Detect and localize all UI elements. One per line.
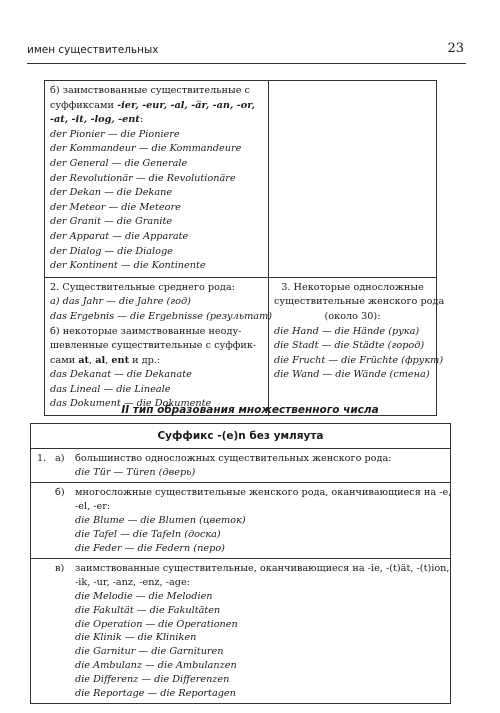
intro-line: -at, -it, -log, -ent: bbox=[50, 114, 144, 126]
example-line: die Feder — die Federn (перо) bbox=[75, 542, 225, 554]
example-line: die Ambulanz — die Ambulanzen bbox=[75, 659, 237, 671]
plural-types-table bbox=[44, 80, 445, 416]
rule-line: заимствованные существительные, оканчивающиеся на -ie, -(t)ät, -(t)ion, bbox=[75, 563, 450, 575]
example-line: das Dekanat — die Dekanate bbox=[50, 369, 192, 381]
example-line: der Revolutionär — die Revolutionäre bbox=[50, 172, 236, 184]
section-title: II тип образования множественного числа bbox=[121, 404, 379, 416]
suffix-en-table bbox=[30, 423, 451, 704]
example-line: die Tafel — die Tafeln (доска) bbox=[75, 528, 221, 540]
empty-cell bbox=[269, 81, 437, 278]
example-line: die Hand — die Hände (рука) bbox=[274, 325, 420, 337]
rule-line: -ik, -ur, -anz, -enz, -age: bbox=[75, 577, 190, 589]
header-rule bbox=[27, 63, 466, 64]
intro-line: б) заимствованные существительные с bbox=[50, 85, 250, 96]
example-line: der Apparat — die Apparate bbox=[50, 230, 189, 242]
example-line: die Fakultät — die Fakultäten bbox=[75, 604, 221, 616]
intro-line: суффиксами -ier, -eur, -al, -är, -an, -or, bbox=[50, 99, 255, 111]
loanword-suffixes-cell bbox=[45, 81, 269, 278]
example-line: der General — die Generale bbox=[50, 157, 188, 169]
example-line: die Differenz — die Differenzen bbox=[75, 673, 230, 685]
row-number: 1. bbox=[37, 452, 47, 464]
rule-line: (около 30): bbox=[324, 310, 381, 322]
example-line: der Dekan — die Dekane bbox=[50, 187, 173, 199]
example-line: die Melodie — die Melodien bbox=[75, 590, 213, 602]
neuter-nouns-cell bbox=[45, 277, 273, 415]
example-line: die Wand — die Wände (стена) bbox=[274, 369, 430, 381]
rule-line: -el, -er: bbox=[75, 501, 111, 513]
example-line: das Ergebnis — die Ergebnisse (результат) bbox=[50, 310, 273, 322]
rule-line: сами at, al, ent и др.: bbox=[50, 354, 161, 366]
example-line: а) das Jahr — die Jahre (год) bbox=[50, 296, 191, 308]
row-label: в) bbox=[55, 563, 65, 575]
rule-line: б) некоторые заимствованные неоду- bbox=[50, 325, 242, 337]
table-header: Суффикс -(e)n без умляута bbox=[31, 424, 451, 449]
rule-line: большинство односложных существительных женского рода: bbox=[75, 452, 392, 464]
feminine-monosyllabic-cell bbox=[269, 277, 445, 415]
example-line: die Frucht — die Früchte (фрукт) bbox=[274, 354, 444, 366]
running-header-title: имен существительных bbox=[27, 44, 159, 56]
rule-line: 2. Существительные среднего рода: bbox=[50, 281, 235, 293]
example-line: der Meteor — die Meteore bbox=[50, 201, 181, 213]
example-line: die Operation — die Operationen bbox=[75, 618, 238, 630]
example-line: die Stadt — die Städte (город) bbox=[274, 340, 425, 352]
example-line: die Tür — Türen (дверь) bbox=[75, 466, 196, 478]
example-line: der Kommandeur — die Kommandeure bbox=[50, 143, 242, 155]
table-row bbox=[31, 448, 451, 483]
rule-line: многосложные существительные женского рода, оканчивающиеся на -e, bbox=[75, 487, 452, 499]
rule-line: 3. Некоторые односложные bbox=[281, 281, 424, 293]
example-line: die Reportage — die Reportagen bbox=[75, 687, 236, 699]
rule-line: существительные женского рода bbox=[274, 296, 445, 308]
example-line: das Lineal — die Lineale bbox=[50, 383, 171, 395]
row-label: б) bbox=[55, 487, 65, 499]
example-line: das Dokument — die Dokumente bbox=[50, 398, 212, 410]
example-line: der Kontinent — die Kontinente bbox=[50, 260, 206, 272]
example-line: der Dialog — die Dialoge bbox=[50, 245, 173, 257]
example-line: der Pionier — die Pioniere bbox=[50, 128, 180, 140]
row-label: а) bbox=[55, 452, 65, 464]
table-row bbox=[31, 483, 451, 559]
rule-line: шевленные существительные с суффик- bbox=[50, 340, 257, 352]
page-number: 23 bbox=[447, 41, 464, 56]
example-line: der Granit — die Granite bbox=[50, 216, 173, 228]
example-line: die Klinik — die Kliniken bbox=[75, 632, 197, 644]
table-row bbox=[31, 559, 451, 704]
example-line: die Garnitur — die Garnituren bbox=[75, 646, 224, 658]
example-line: die Blume — die Blumen (цветок) bbox=[75, 514, 246, 526]
